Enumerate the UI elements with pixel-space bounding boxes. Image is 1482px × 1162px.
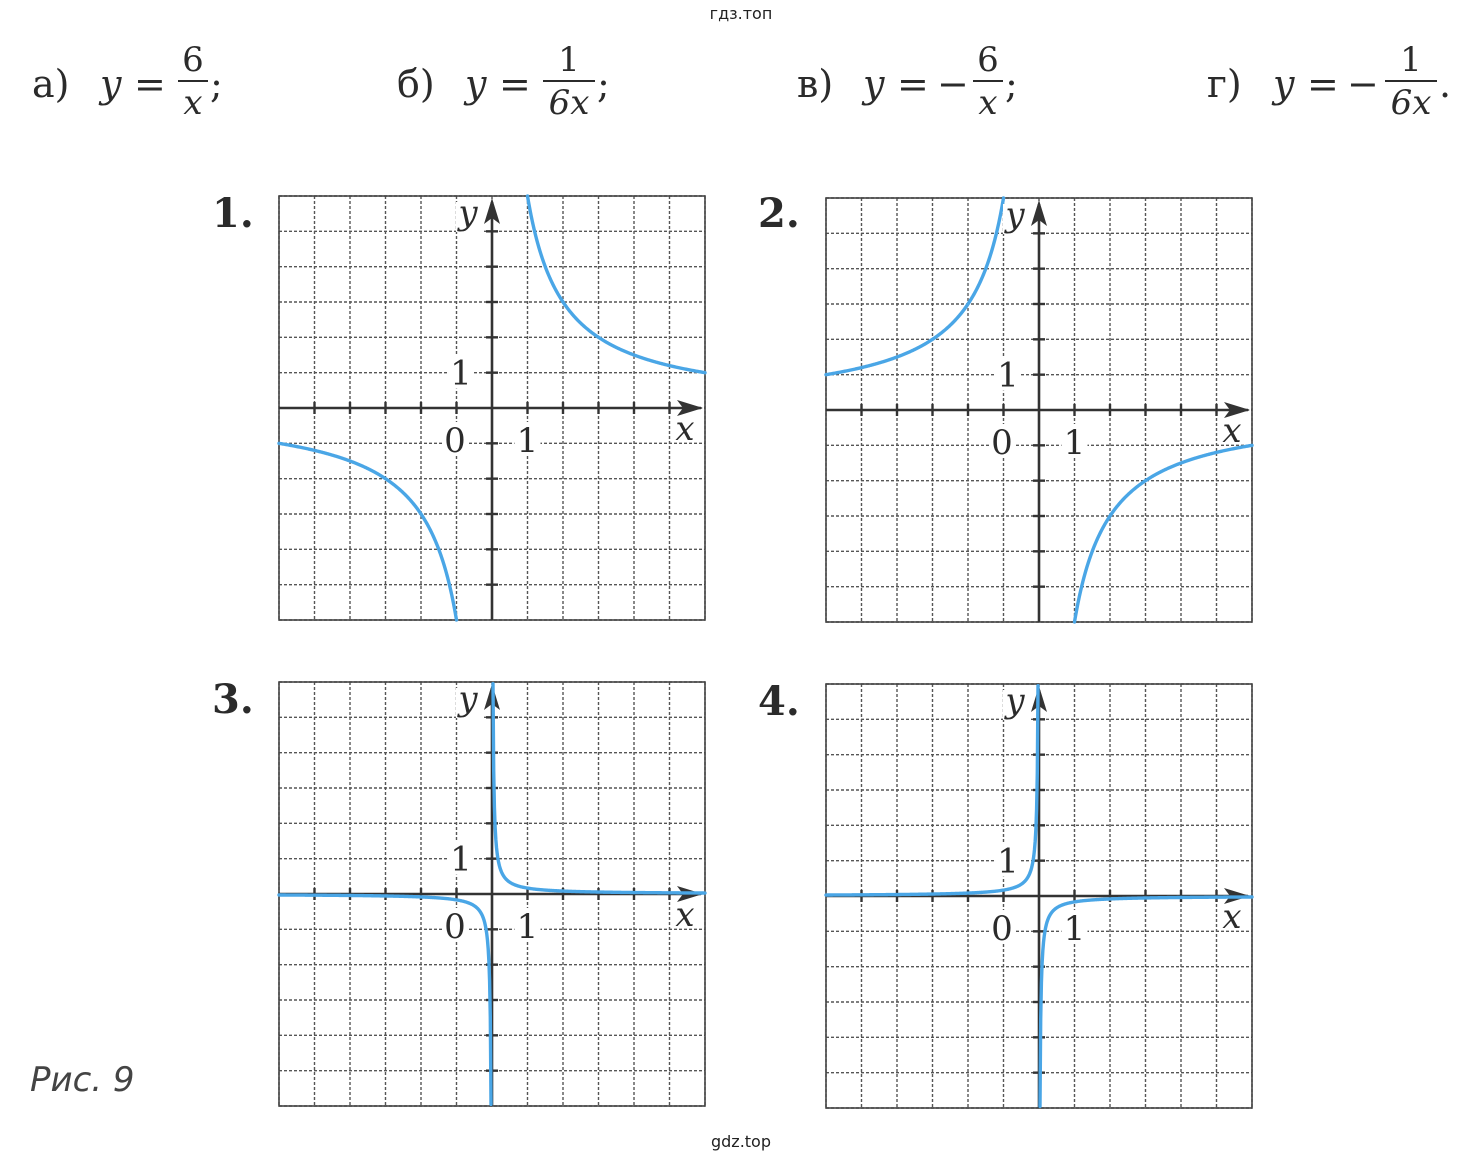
formula-letter: а): [32, 62, 70, 106]
fraction-numerator: 6: [977, 40, 999, 80]
graph-1: [279, 193, 705, 620]
fraction-bar: [178, 80, 208, 82]
fraction-numerator: 1: [1400, 40, 1422, 80]
hyperbola-branch-1: [826, 198, 1004, 375]
graph-2: [826, 195, 1252, 622]
hyperbola-branch-1: [528, 196, 706, 373]
formula-punct: ;: [597, 62, 610, 106]
watermark-top: гдз.топ: [709, 4, 773, 23]
panel-label-3: 3.: [212, 676, 254, 723]
formula-g: [1205, 42, 1465, 132]
figure-caption: Рис. 9: [30, 1060, 135, 1100]
fraction-bar: [973, 80, 1003, 82]
panel-label-4: 4.: [758, 678, 800, 725]
panel-label-2: 2.: [758, 190, 800, 237]
formula-b: [395, 42, 625, 132]
formula-a: [30, 42, 250, 132]
graph-4: [826, 681, 1252, 1108]
formula-eq: =: [134, 62, 166, 106]
origin-label: 0: [991, 909, 1013, 949]
origin-label: 0: [991, 423, 1013, 463]
formula-punct: .: [1439, 62, 1452, 106]
formula-y: y: [465, 62, 487, 106]
y-axis-label: y: [458, 679, 478, 719]
hyperbola-branch-2: [1075, 445, 1253, 622]
x-tick-label: 1: [1063, 909, 1086, 949]
formula-fraction: [178, 42, 208, 122]
fraction-denominator: 6x: [1390, 83, 1432, 123]
fraction-numerator: 1: [558, 40, 580, 80]
fraction-bar: [543, 80, 595, 82]
watermark-bottom: gdz.top: [710, 1132, 771, 1151]
panel-label-1: 1.: [212, 190, 254, 237]
formula-punct: ;: [210, 62, 223, 106]
formula-eq: =: [499, 62, 531, 106]
y-axis-label: y: [1005, 195, 1025, 235]
formula-fraction: [973, 42, 1003, 122]
formula-y: y: [1273, 62, 1295, 106]
origin-label: 0: [444, 421, 466, 461]
x-tick-label: 1: [1063, 423, 1086, 463]
fraction-denominator: 6x: [548, 83, 590, 123]
formula-v: [795, 42, 1035, 132]
formula-fraction: [543, 42, 595, 122]
x-axis-label: x: [1222, 897, 1242, 937]
formula-y: y: [100, 62, 122, 106]
x-tick-label: 1: [516, 421, 539, 461]
formula-letter: г): [1207, 62, 1242, 106]
y-tick-label: 1: [997, 841, 1019, 882]
y-axis-label: y: [1005, 681, 1025, 721]
formula-eq: =: [1307, 62, 1339, 106]
formula-letter: б): [397, 62, 435, 106]
x-axis-label: x: [1222, 411, 1242, 451]
y-tick-label: 1: [997, 355, 1019, 396]
x-axis-label: x: [675, 895, 695, 935]
fraction-denominator: x: [978, 83, 998, 123]
graph-3: [279, 679, 705, 1106]
y-tick-label: 1: [450, 353, 472, 394]
formula-sign: −: [937, 62, 969, 106]
y-axis-label: y: [458, 193, 478, 233]
formula-punct: ;: [1005, 62, 1018, 106]
formula-y: y: [863, 62, 885, 106]
x-axis-label: x: [675, 409, 695, 449]
y-tick-label: 1: [450, 839, 472, 880]
formula-fraction: [1385, 42, 1437, 122]
formula-letter: в): [797, 62, 834, 106]
formula-eq: =: [897, 62, 929, 106]
fraction-denominator: x: [183, 83, 203, 123]
hyperbola-branch-2: [279, 443, 457, 620]
fraction-bar: [1385, 80, 1437, 82]
origin-label: 0: [444, 907, 466, 947]
formula-sign: −: [1347, 62, 1379, 106]
x-tick-label: 1: [516, 907, 539, 947]
fraction-numerator: 6: [182, 40, 204, 80]
